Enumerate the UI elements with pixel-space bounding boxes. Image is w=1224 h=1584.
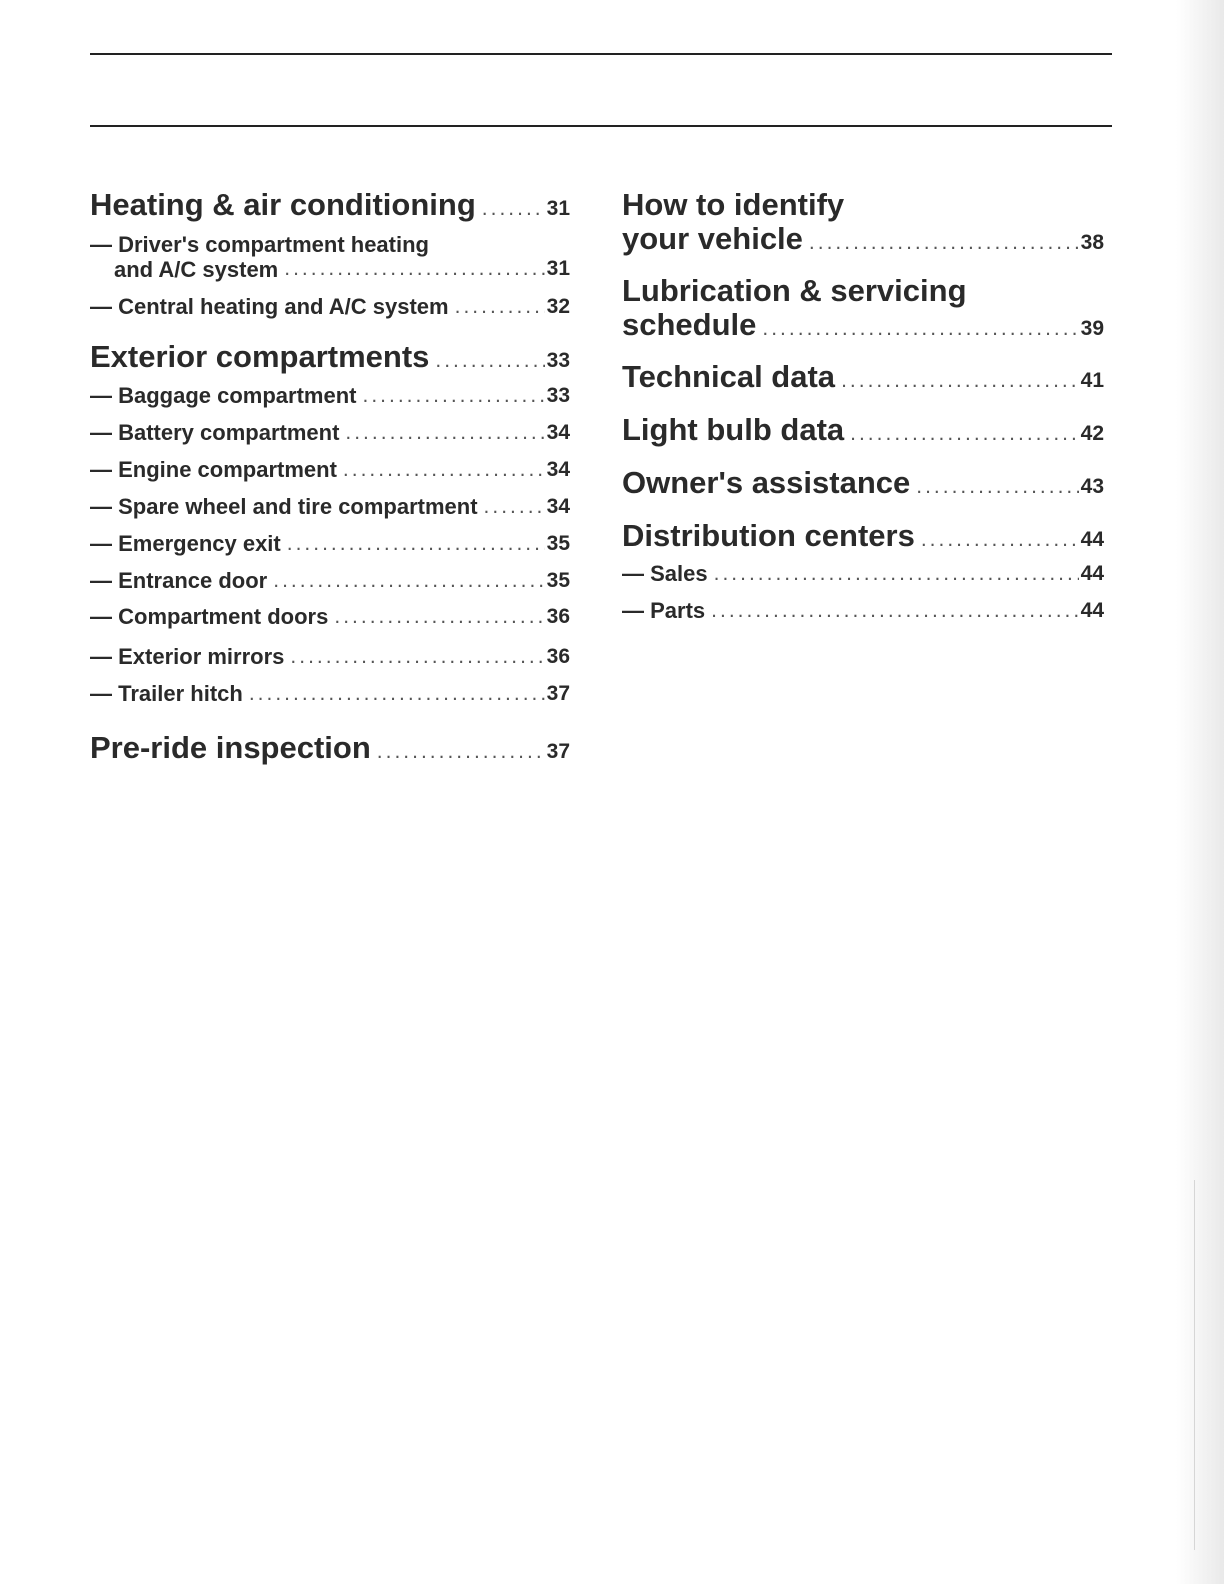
leader-dots xyxy=(345,420,544,446)
leader-dots xyxy=(284,256,544,282)
toc-item-sales[interactable]: — Sales ..... 44 xyxy=(622,561,1104,587)
leader-dots xyxy=(435,348,544,374)
leader-dots xyxy=(841,368,1079,394)
leader-dots xyxy=(273,568,544,594)
page-number: 35 xyxy=(546,569,570,592)
toc-item-compartment-doors[interactable]: — Compartment doors ..... 36 xyxy=(90,604,570,630)
leader-dots xyxy=(343,457,545,483)
leader-dots xyxy=(482,196,545,222)
page-number: 41 xyxy=(1080,369,1104,392)
page-number: 44 xyxy=(1080,599,1104,622)
page-number: 43 xyxy=(1080,475,1104,498)
leader-dots xyxy=(249,681,545,707)
toc-item-central-heating[interactable]: — Central heating and A/C system ..... 32 xyxy=(90,294,570,320)
page-number: 38 xyxy=(1080,231,1104,254)
page-number: 34 xyxy=(546,421,570,444)
toc-item-drivers-heating[interactable]: — Driver's compartment heating and A/C system ..... 31 xyxy=(90,234,570,282)
leader-dots xyxy=(714,561,1079,587)
toc-heading-identify[interactable]: How to identify your vehicle ..... 38 xyxy=(622,188,1104,256)
leader-dots xyxy=(287,531,545,557)
page-number: 36 xyxy=(546,605,570,628)
toc-item-baggage[interactable]: — Baggage compartment ..... 33 xyxy=(90,383,570,409)
toc-heading-bulb[interactable]: Light bulb data ..... 42 xyxy=(622,413,1104,447)
page-number: 33 xyxy=(546,384,570,407)
toc-item-emergency-exit[interactable]: — Emergency exit ..... 35 xyxy=(90,531,570,557)
leader-dots xyxy=(916,474,1078,500)
leader-dots xyxy=(921,527,1079,553)
toc-item-exterior-mirrors[interactable]: — Exterior mirrors ..... 36 xyxy=(90,644,570,670)
page-number: 42 xyxy=(1080,422,1104,445)
leader-dots xyxy=(290,644,544,670)
toc-item-parts[interactable]: — Parts ..... 44 xyxy=(622,598,1104,624)
page-number: 34 xyxy=(546,458,570,481)
toc-heading-heating[interactable]: Heating & air conditioning ..... 31 xyxy=(90,188,570,222)
toc-item-spare-wheel[interactable]: — Spare wheel and tire compartment ..... 34 xyxy=(90,494,570,520)
header-bottom-rule xyxy=(90,125,1112,127)
toc-heading-lubrication[interactable]: Lubrication & servicing schedule ..... 39 xyxy=(622,274,1104,342)
leader-dots xyxy=(809,230,1079,256)
page-number: 31 xyxy=(546,257,570,280)
toc-item-trailer-hitch[interactable]: — Trailer hitch ..... 37 xyxy=(90,681,570,707)
leader-dots xyxy=(711,598,1078,624)
leader-dots xyxy=(363,383,545,409)
toc-item-engine[interactable]: — Engine compartment ..... 34 xyxy=(90,457,570,483)
page-number: 34 xyxy=(546,495,570,518)
top-rule xyxy=(90,53,1112,55)
page-number: 35 xyxy=(546,532,570,555)
page-number: 37 xyxy=(546,682,570,705)
toc-item-battery[interactable]: — Battery compartment ..... 34 xyxy=(90,420,570,446)
leader-dots xyxy=(377,739,545,765)
leader-dots xyxy=(455,294,545,320)
page-number: 37 xyxy=(546,740,570,763)
page-number: 44 xyxy=(1080,562,1104,585)
page-number: 36 xyxy=(546,645,570,668)
toc-heading-preride[interactable]: Pre-ride inspection ..... 37 xyxy=(90,731,570,765)
page-number: 39 xyxy=(1080,317,1104,340)
page-edge-line xyxy=(1194,1180,1195,1550)
toc-heading-exterior[interactable]: Exterior compartments ..... 33 xyxy=(90,340,570,374)
leader-dots xyxy=(484,494,545,520)
leader-dots xyxy=(334,604,544,630)
toc-heading-assistance[interactable]: Owner's assistance ..... 43 xyxy=(622,466,1104,500)
leader-dots xyxy=(850,421,1079,447)
toc-right-column xyxy=(622,188,1104,624)
page-number: 44 xyxy=(1080,528,1104,551)
leader-dots xyxy=(762,316,1078,342)
page-edge-shadow xyxy=(1176,0,1224,1584)
page-number: 32 xyxy=(546,295,570,318)
toc-heading-technical[interactable]: Technical data ..... 41 xyxy=(622,360,1104,394)
toc-left-column xyxy=(90,188,570,765)
page-number: 31 xyxy=(546,197,570,220)
page-number: 33 xyxy=(546,349,570,372)
toc-item-entrance-door[interactable]: — Entrance door ..... 35 xyxy=(90,568,570,594)
toc-heading-distribution[interactable]: Distribution centers ..... 44 xyxy=(622,519,1104,553)
